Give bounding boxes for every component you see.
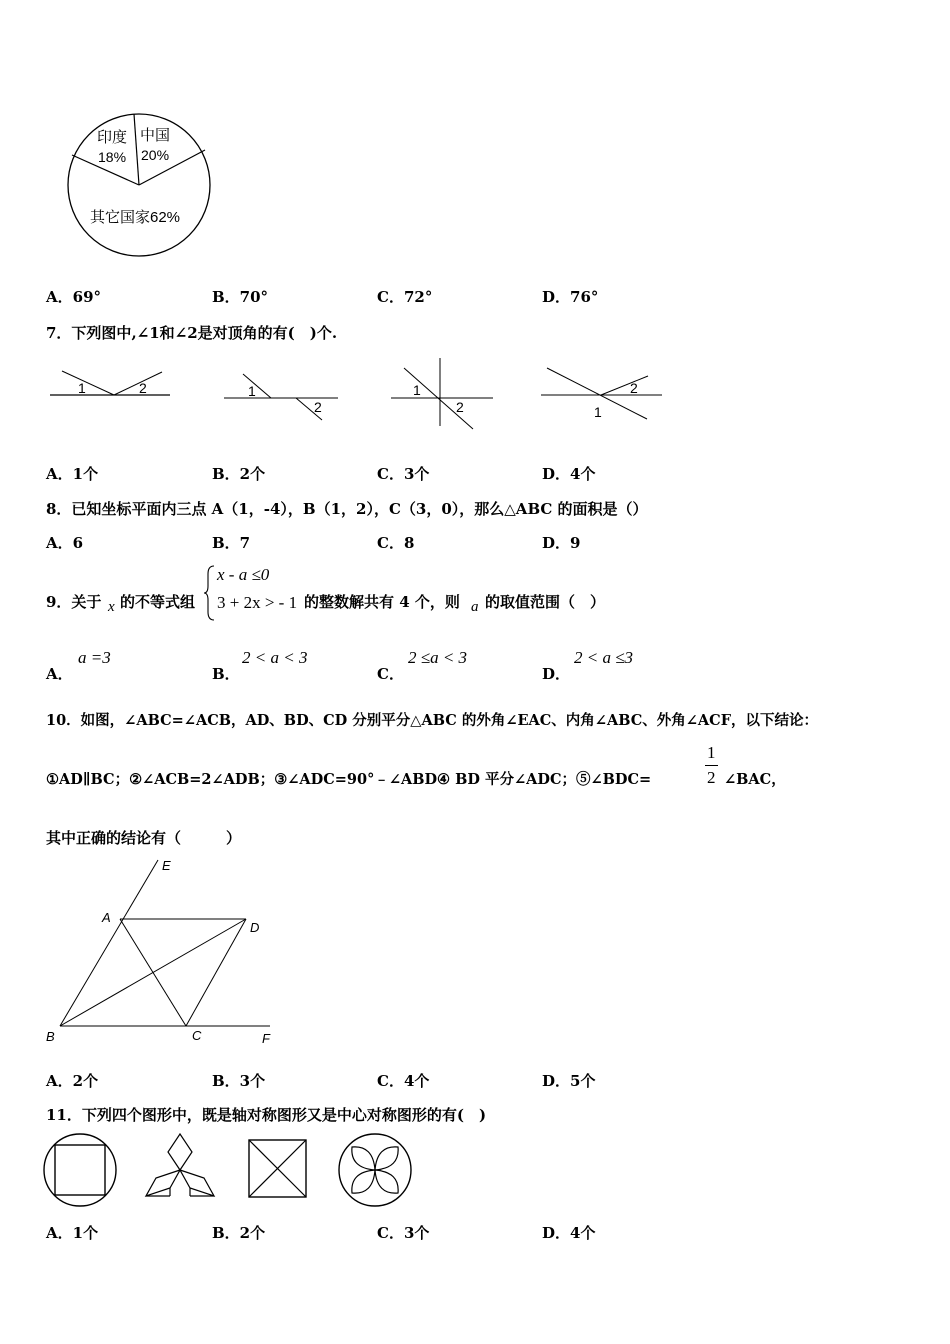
q9-inequality-2: 3 + 2x > - 1 (217, 593, 298, 612)
q10-conclusions-end: ∠BAC， (724, 771, 786, 788)
pie-label-india: 印度 (97, 129, 128, 146)
q11-symmetry-figures (0, 1130, 950, 1210)
q7-option-b: B．2个 (212, 465, 266, 483)
q10-option-b: B．3个 (212, 1072, 266, 1090)
q9-prefix: 9．关于 (46, 593, 102, 611)
q9-end: 的取值范围（ ） (485, 593, 606, 611)
q7-figure-4 (541, 368, 662, 420)
q10-label-f: F (262, 1031, 270, 1046)
q9-mid: 的不等式组 (120, 593, 196, 611)
q9-option-a-letter: A． (46, 665, 73, 683)
q7-option-a: A．1个 (46, 465, 99, 483)
q11-option-d: D．4个 (542, 1224, 596, 1242)
q10-frac-numerator: 1 (707, 743, 716, 762)
pie-chart-figure (0, 0, 950, 280)
q7-stem: 7．下列图中,∠1和∠2是对顶角的有( )个. (46, 324, 338, 342)
q7-fig4-label-2: 2 (630, 380, 638, 396)
pie-label-other: 其它国家62% (90, 209, 181, 226)
q7-fig1-label-2: 2 (139, 380, 147, 396)
pie-pct-china: 20% (141, 147, 170, 163)
q9-var-x: x (108, 599, 115, 615)
q8-option-d: D．9 (542, 534, 581, 552)
q7-figure-3 (391, 358, 493, 429)
q10-option-d: D．5个 (542, 1072, 596, 1090)
q10-option-c: C．4个 (377, 1072, 430, 1090)
q6-option-c: C．72° (377, 288, 433, 306)
q11-figure-circle-square (44, 1134, 116, 1206)
q9-option-d-letter: D． (542, 665, 571, 683)
q7-figure-1 (50, 371, 170, 396)
q8-option-a: A．6 (46, 534, 84, 552)
q8-option-c: C．8 (377, 534, 415, 552)
q7-fig2-label-1: 1 (248, 383, 256, 399)
q7-option-c: C．3个 (377, 465, 430, 483)
q9-option-a-expr: a =3 (78, 648, 111, 667)
q7-fig1-label-1: 1 (78, 380, 86, 396)
q10-conclusions: ①AD∥BC；②∠ACB=2∠ADB；③∠ADC=90°﹣∠ABD④ BD 平分∠ADC；⑤∠BDC= (46, 771, 652, 788)
q11-option-c: C．3个 (377, 1224, 430, 1242)
q11-figure-square-diagonals (249, 1140, 306, 1197)
q6-option-b: B．70° (212, 288, 269, 306)
q10-frac-denominator: 2 (707, 768, 716, 787)
q7-fig3-label-2: 2 (456, 399, 464, 415)
q7-fig2-label-2: 2 (314, 399, 322, 415)
q9-option-b-expr: 2 < a < 3 (242, 648, 308, 667)
q9-option-c-expr: 2 ≤a < 3 (408, 648, 468, 667)
q6-option-a: A．69° (46, 288, 102, 306)
q11-stem: 11．下列四个图形中，既是轴对称图形又是中心对称图形的有( ) (46, 1106, 487, 1124)
q7-fig3-label-1: 1 (413, 382, 421, 398)
q9-var-a: a (471, 599, 479, 615)
q10-label-c: C (192, 1028, 202, 1043)
q11-figure-circle-petals (339, 1134, 411, 1206)
q7-angle-figures (0, 350, 950, 430)
q10-label-b: B (46, 1029, 55, 1044)
q9-inequality-1: x - a ≤0 (217, 565, 270, 584)
q7-fig4-label-1: 1 (594, 404, 602, 420)
q8-stem: 8．已知坐标平面内三点 A（1，-4），B（1，2），C（3，0），那么△ABC 的面积是（） (46, 500, 648, 518)
q10-geometry-figure (0, 850, 300, 1050)
q10-label-d: D (250, 920, 260, 935)
pie-divider-china (134, 114, 139, 185)
q9-option-c-letter: C． (377, 665, 404, 683)
q9-option-b-letter: B． (212, 665, 240, 683)
q11-option-b: B．2个 (212, 1224, 266, 1242)
q10-label-e: E (162, 858, 171, 873)
q10-stem: 10．如图，∠ABC=∠ACB，AD、BD、CD 分别平分△ABC 的外角∠EAC、内角∠ABC、外角∠ACF，以下结论： (46, 712, 819, 729)
q10-option-a: A．2个 (46, 1072, 99, 1090)
pie-pct-india: 18% (98, 149, 127, 165)
q11-option-a: A．1个 (46, 1224, 99, 1242)
q9-option-d-expr: 2 < a ≤3 (574, 648, 634, 667)
q7-option-d: D．4个 (542, 465, 596, 483)
q9-suffix: 的整数解共有 4 个，则 (304, 593, 460, 611)
q9-system-brace (204, 564, 216, 622)
q10-label-a: A (102, 910, 111, 925)
q8-option-b: B．7 (212, 534, 251, 552)
pie-label-china: 中国 (140, 127, 171, 144)
q11-figure-three-rhombus (146, 1134, 214, 1196)
q7-figure-2 (224, 374, 338, 420)
q10-frac-bar (705, 765, 718, 766)
q10-question: 其中正确的结论有（ ） (46, 829, 242, 847)
q6-option-d: D．76° (542, 288, 599, 306)
